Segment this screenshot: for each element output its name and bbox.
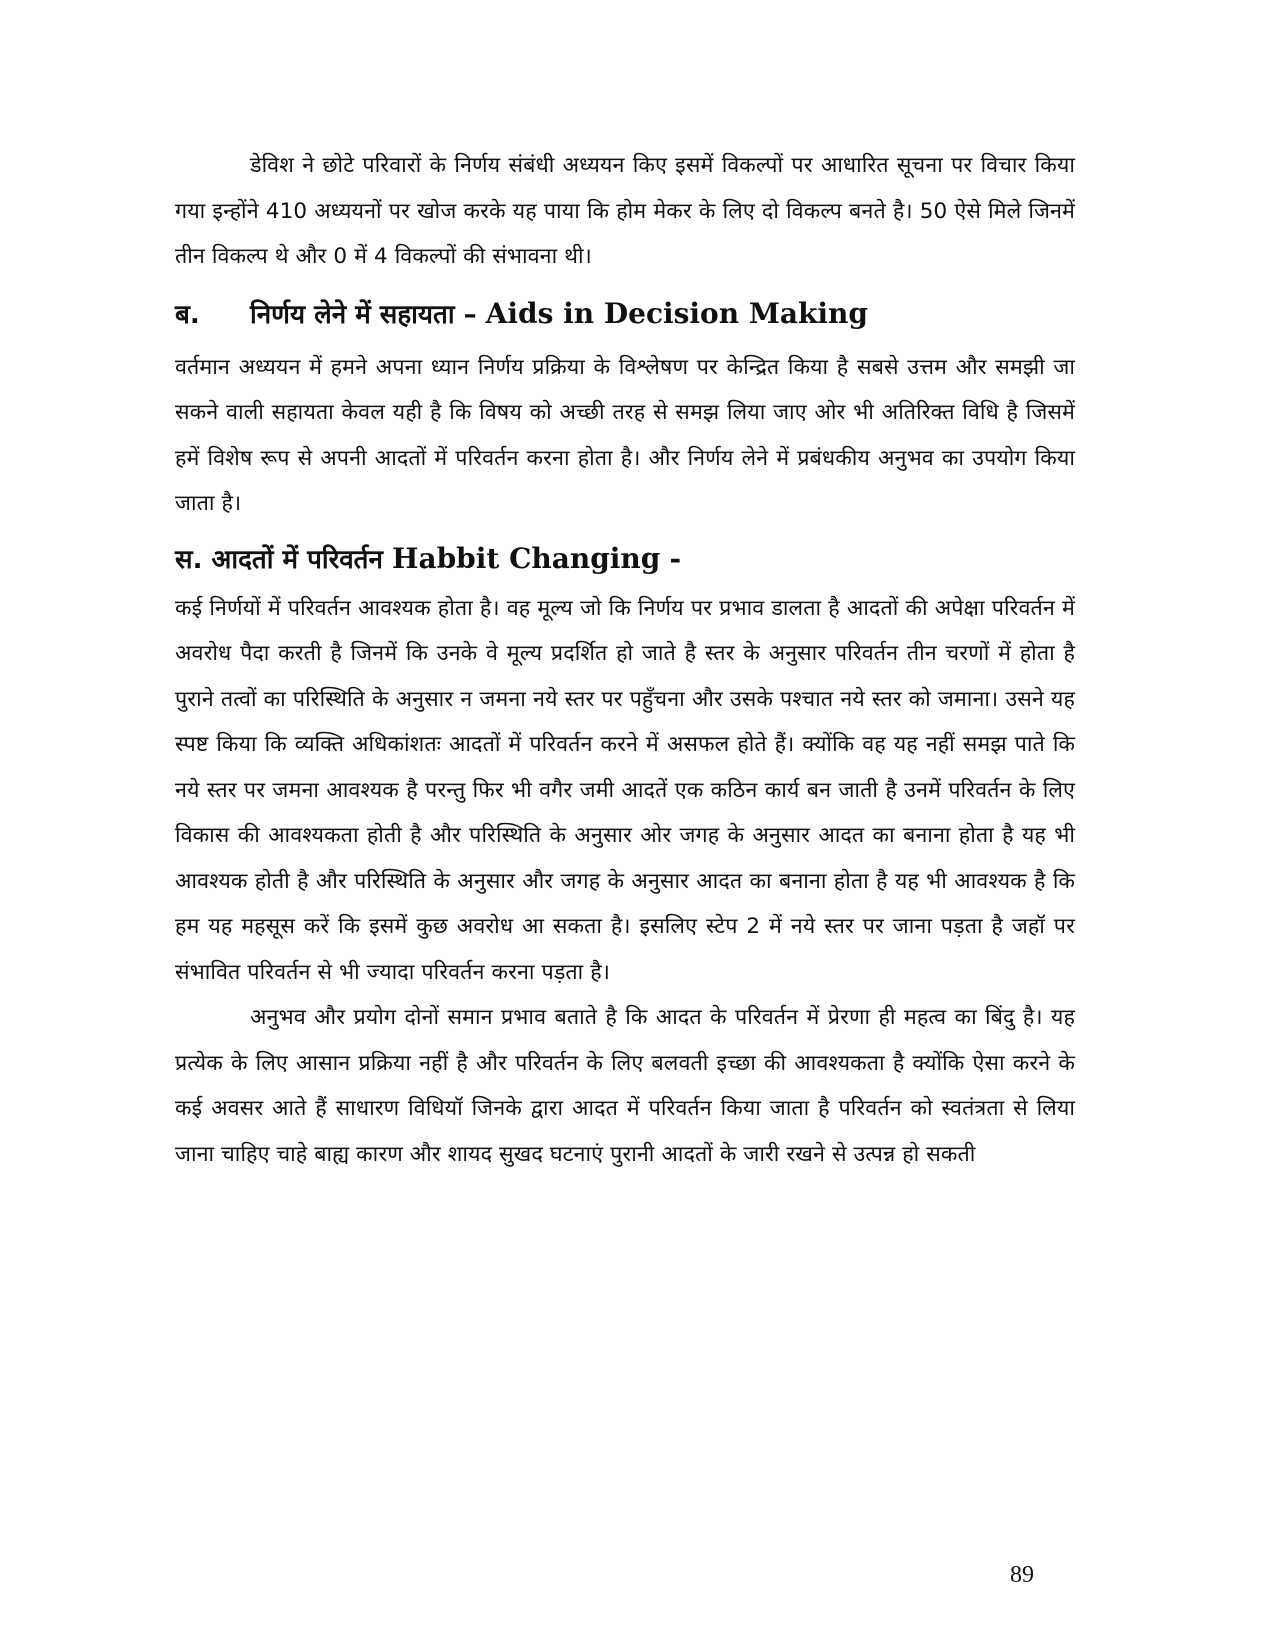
heading-hindi-s: स. आदतों में परिवर्तन: [175, 544, 383, 575]
heading-english-b: Aids in Decision Making: [485, 296, 868, 330]
paragraph-davish-study: डेविश ने छोटे परिवारों के निर्णय संबंधी अध्ययन किए इसमें विकल्पों पर आधारित सूचना पर विचार किया गया इन्होंने 410 अध्ययनों पर खोज करके यह पाया कि होम मेकर के लिए दो विकल्प बनते है। 50 ऐसे मिले जिनमें तीन विकल्प थे और 0 में 4 विकल्पों की संभावना थी।: [175, 153, 1075, 269]
section-heading-habbit-changing: [175, 537, 1075, 582]
paragraph-habit-change-stages: कई निर्णयों में परिवर्तन आवश्यक होता है। वह मूल्य जो कि निर्णय पर प्रभाव डालता है आदतों की अपेक्षा परिवर्तन में अवरोध पैदा करती है जिनमें कि उनके वे मूल्य प्रदर्शित हो जाते है स्तर के अनुसार परिवर्तन तीन चरणों में होता है पुराने तत्वों का परिस्थिति के अनुसार न जमना नये स्तर पर पहुँचना और उसके पश्चात नये स्तर को जमाना। उसने यह स्पष्ट किया कि व्यक्ति अधिकांशतः आदतों में परिवर्तन करने में असफल होते हैं। क्योंकि वह यह नहीं समझ पाते कि नये स्तर पर जमना आवश्यक है परन्तु फिर भी वगैर जमी आदतें एक कठिन कार्य बन जाती है उनमें परिवर्तन के लिए विकास की आवश्यकता होती है और परिस्थिति के अनुसार ओर जगह के अनुसार आदत का बनाना होता है यह भी आवश्यक होती है और परिस्थिति के अनुसार और जगह के अनुसार आदत का बनाना होता है यह भी आवश्यक है कि हम यह महसूस करें कि इसमें कुछ अवरोध आ सकता है। इसलिए स्टेप 2 में नये स्तर पर जाना पड़ता है जहॉ पर संभावित परिवर्तन से भी ज्यादा परिवर्तन करना पड़ता है।: [175, 595, 1075, 985]
paragraph-current-study: वर्तमान अध्ययन में हमने अपना ध्यान निर्णय प्रक्रिया के विश्लेषण पर केन्द्रित किया है सबसे उत्तम और समझी जा सकने वाली सहायता केवल यही है कि विषय को अच्छी तरह से समझ लिया जाए ओर भी अतिरिक्त विधि है जिसमें हमें विशेष रूप से अपनी आदतों में परिवर्तन करना होता है। और निर्णय लेने में प्रबंधकीय अनुभव का उपयोग किया जाता है।: [175, 354, 1076, 516]
section-label-b: ब.: [175, 299, 200, 330]
section-heading-aids-in-decision-making: [175, 292, 1075, 337]
page-number: 89: [1010, 1562, 1034, 1588]
paragraph-motivation: अनुभव और प्रयोग दोनों समान प्रभाव बताते है कि आदत के परिवर्तन में प्रेरणा ही महत्व का बिंदु है। यह प्रत्येक के लिए आसान प्रक्रिया नहीं है और परिवर्तन के लिए बलवती इच्छा की आवश्यकता है क्योंकि ऐसा करने के कई अवसर आते हैं साधारण विधियॉ जिनके द्वारा आदत में परिवर्तन किया जाता है परिवर्तन को स्वतंत्रता से लिया जाना चाहिए चाहे बाह्य कारण और शायद सुखद घटनाएं पुरानी आदतों के जारी रखने से उत्पन्न हो सकती: [175, 1005, 1075, 1167]
heading-hindi-b: निर्णय लेने में सहायता –: [250, 299, 477, 330]
heading-english-s: Habbit Changing: [392, 541, 661, 575]
page-content: [175, 143, 1075, 1177]
heading-suffix-s: -: [669, 541, 682, 575]
